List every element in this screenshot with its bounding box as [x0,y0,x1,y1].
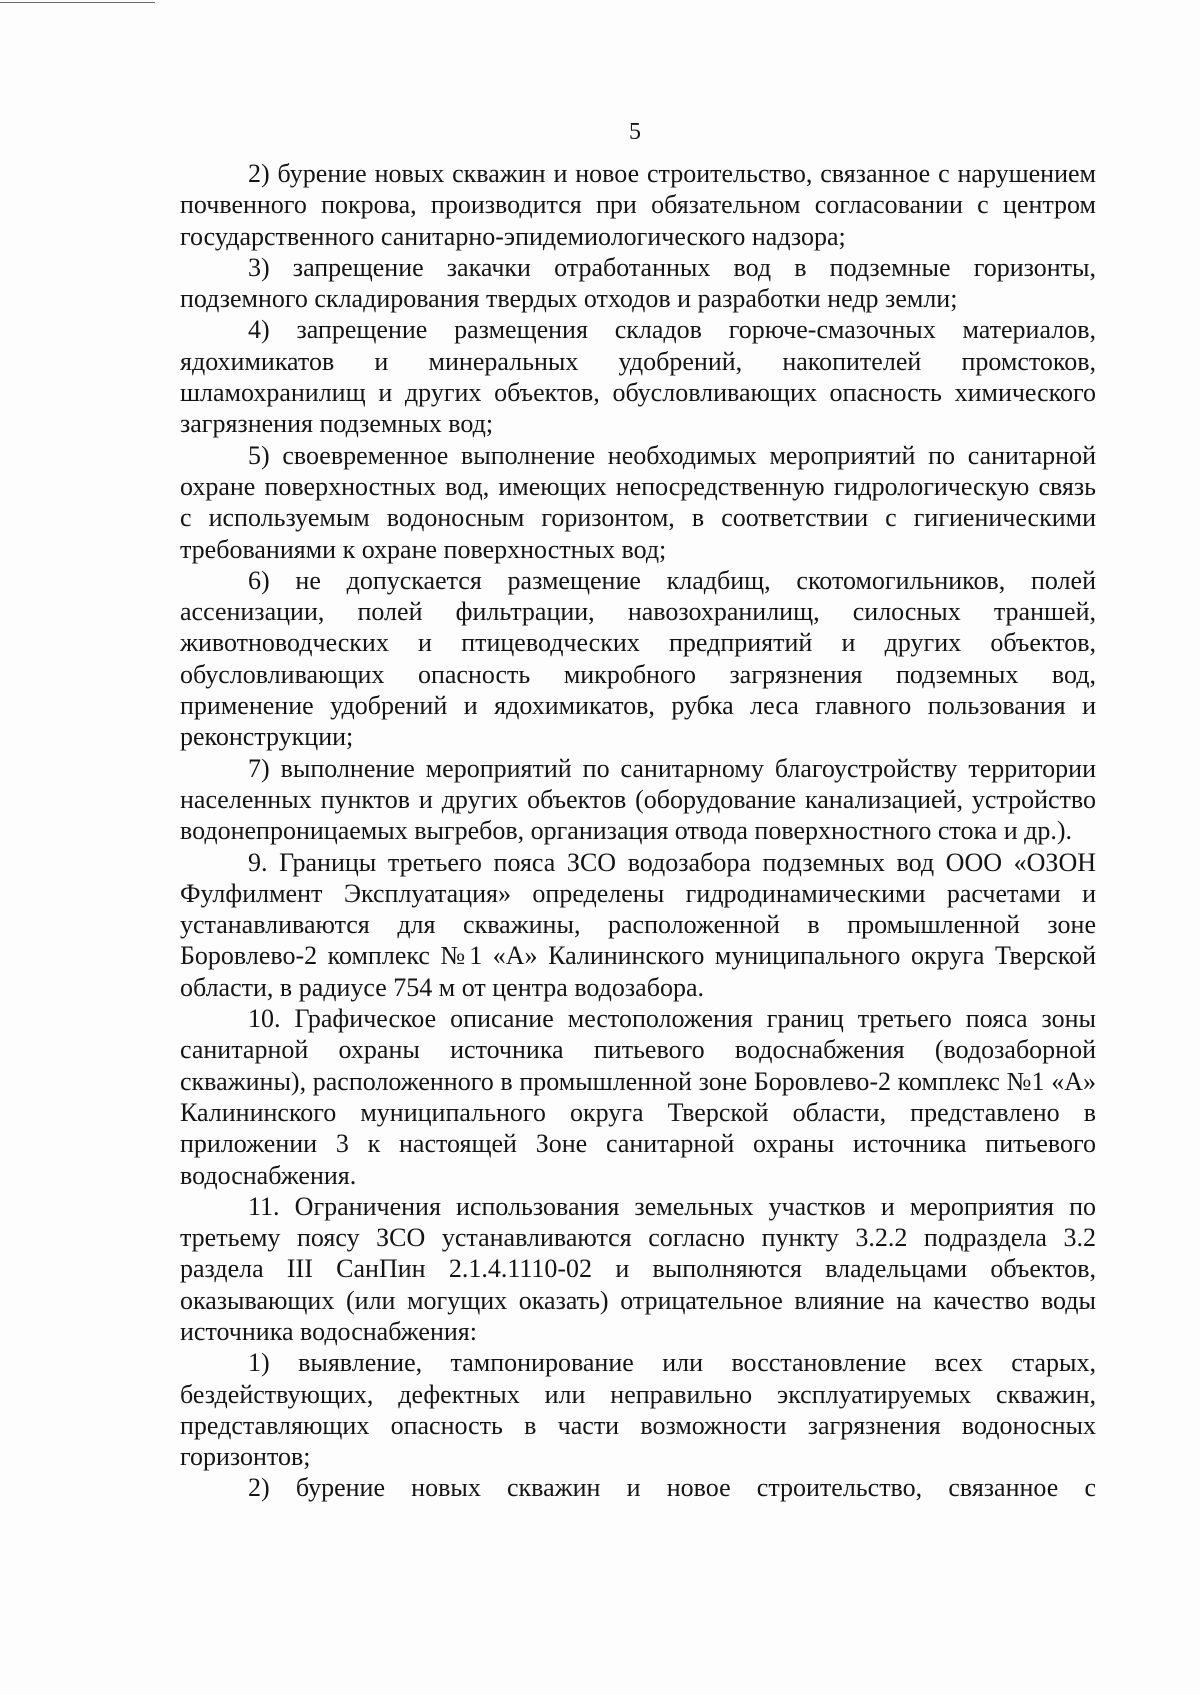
paragraph-item-6-placement-ban: 6) не допускается размещение кладбищ, скотомогильников, полей ассенизации, полей фильтрации, навозохранилищ, силосных траншей, животноводческих и птицеводческих предприятий и других объектов, обусловливающих опасность микробного загрязнения подземных вод, применение удобрений и ядохимикатов, рубка леса главного пользования и реконструкции; [180,565,1096,752]
scan-edge-line [0,2,155,3]
document-body [180,158,1096,1504]
paragraph-item-2-drilling-continued: 2) бурение новых скважин и новое строительство, связанное с [248,1473,1096,1503]
paragraph-item-7-improvement: 7) выполнение мероприятий по санитарному благоустройству территории населенных пунктов и других объектов (оборудование канализацией, устройство водонепроницаемых выгребов, организация отвода поверхностного стока и др.). [180,753,1096,846]
paragraph-item-1-well-detection: 1) выявление, тампонирование или восстановление всех старых, бездействующих, дефектных или неправильно эксплуатируемых скважин, представляющих опасность в части возможности загрязнения водоносных горизонтов; [180,1348,1096,1472]
paragraph-item-4-storage-ban: 4) запрещение размещения складов горюче-смазочных материалов, ядохимикатов и минеральных удобрений, накопителей промстоков, шламохранилищ и других объектов, обусловливающих опасность химического загрязнения подземных вод; [180,315,1096,439]
page-number: 5 [629,119,641,145]
paragraph-item-5-surface-water: 5) своевременное выполнение необходимых мероприятий по санитарной охране поверхностных вод, имеющих непосредственную гидрологическую связь с используемым водоносным горизонтом, в соответствии с гигиеническими требованиями к охране поверхностных вод; [180,440,1096,564]
paragraph-item-3-injection-ban: 3) запрещение закачки отработанных вод в подземные горизонты, подземного складирования твердых отходов и разработки недр земли; [180,252,1096,314]
paragraph-section-10-graphic-description: 10. Графическое описание местоположения границ третьего пояса зоны санитарной охраны источника питьевого водоснабжения (водозаборной скважины), расположенного в промышленной зоне Боровлево-2 комплекс №1 «А» Калининского муниципального округа Тверской области, представлено в приложении 3 к настоящей Зоне санитарной охраны источника питьевого водоснабжения. [180,1004,1096,1190]
paragraph-section-9-boundaries: 9. Границы третьего пояса ЗСО водозабора подземных вод ООО «ОЗОН Фулфилмент Эксплуатация» определены гидродинамическими расчетами и устанавливаются для скважины, расположенной в промышленной зоне Боровлево-2 комплекс №1 «А» Калининского муниципального округа Тверской области, в радиусе 754 м от центра водозабора. [180,847,1096,1002]
paragraph-item-2-drilling: 2) бурение новых скважин и новое строительство, связанное с нарушением почвенного покрова, производится при обязательном согласовании с центром государственного санитарно-эпидемиологического надзора; [180,159,1096,251]
paragraph-section-11-restrictions: 11. Ограничения использования земельных участков и мероприятия по третьему поясу ЗСО устанавливаются согласно пункту 3.2.2 подраздела 3.2 раздела III СанПин 2.1.4.1110-02 и выполняются владельцами объектов, оказывающих (или могущих оказать) отрицательное влияние на качество воды источника водоснабжения: [180,1191,1096,1346]
